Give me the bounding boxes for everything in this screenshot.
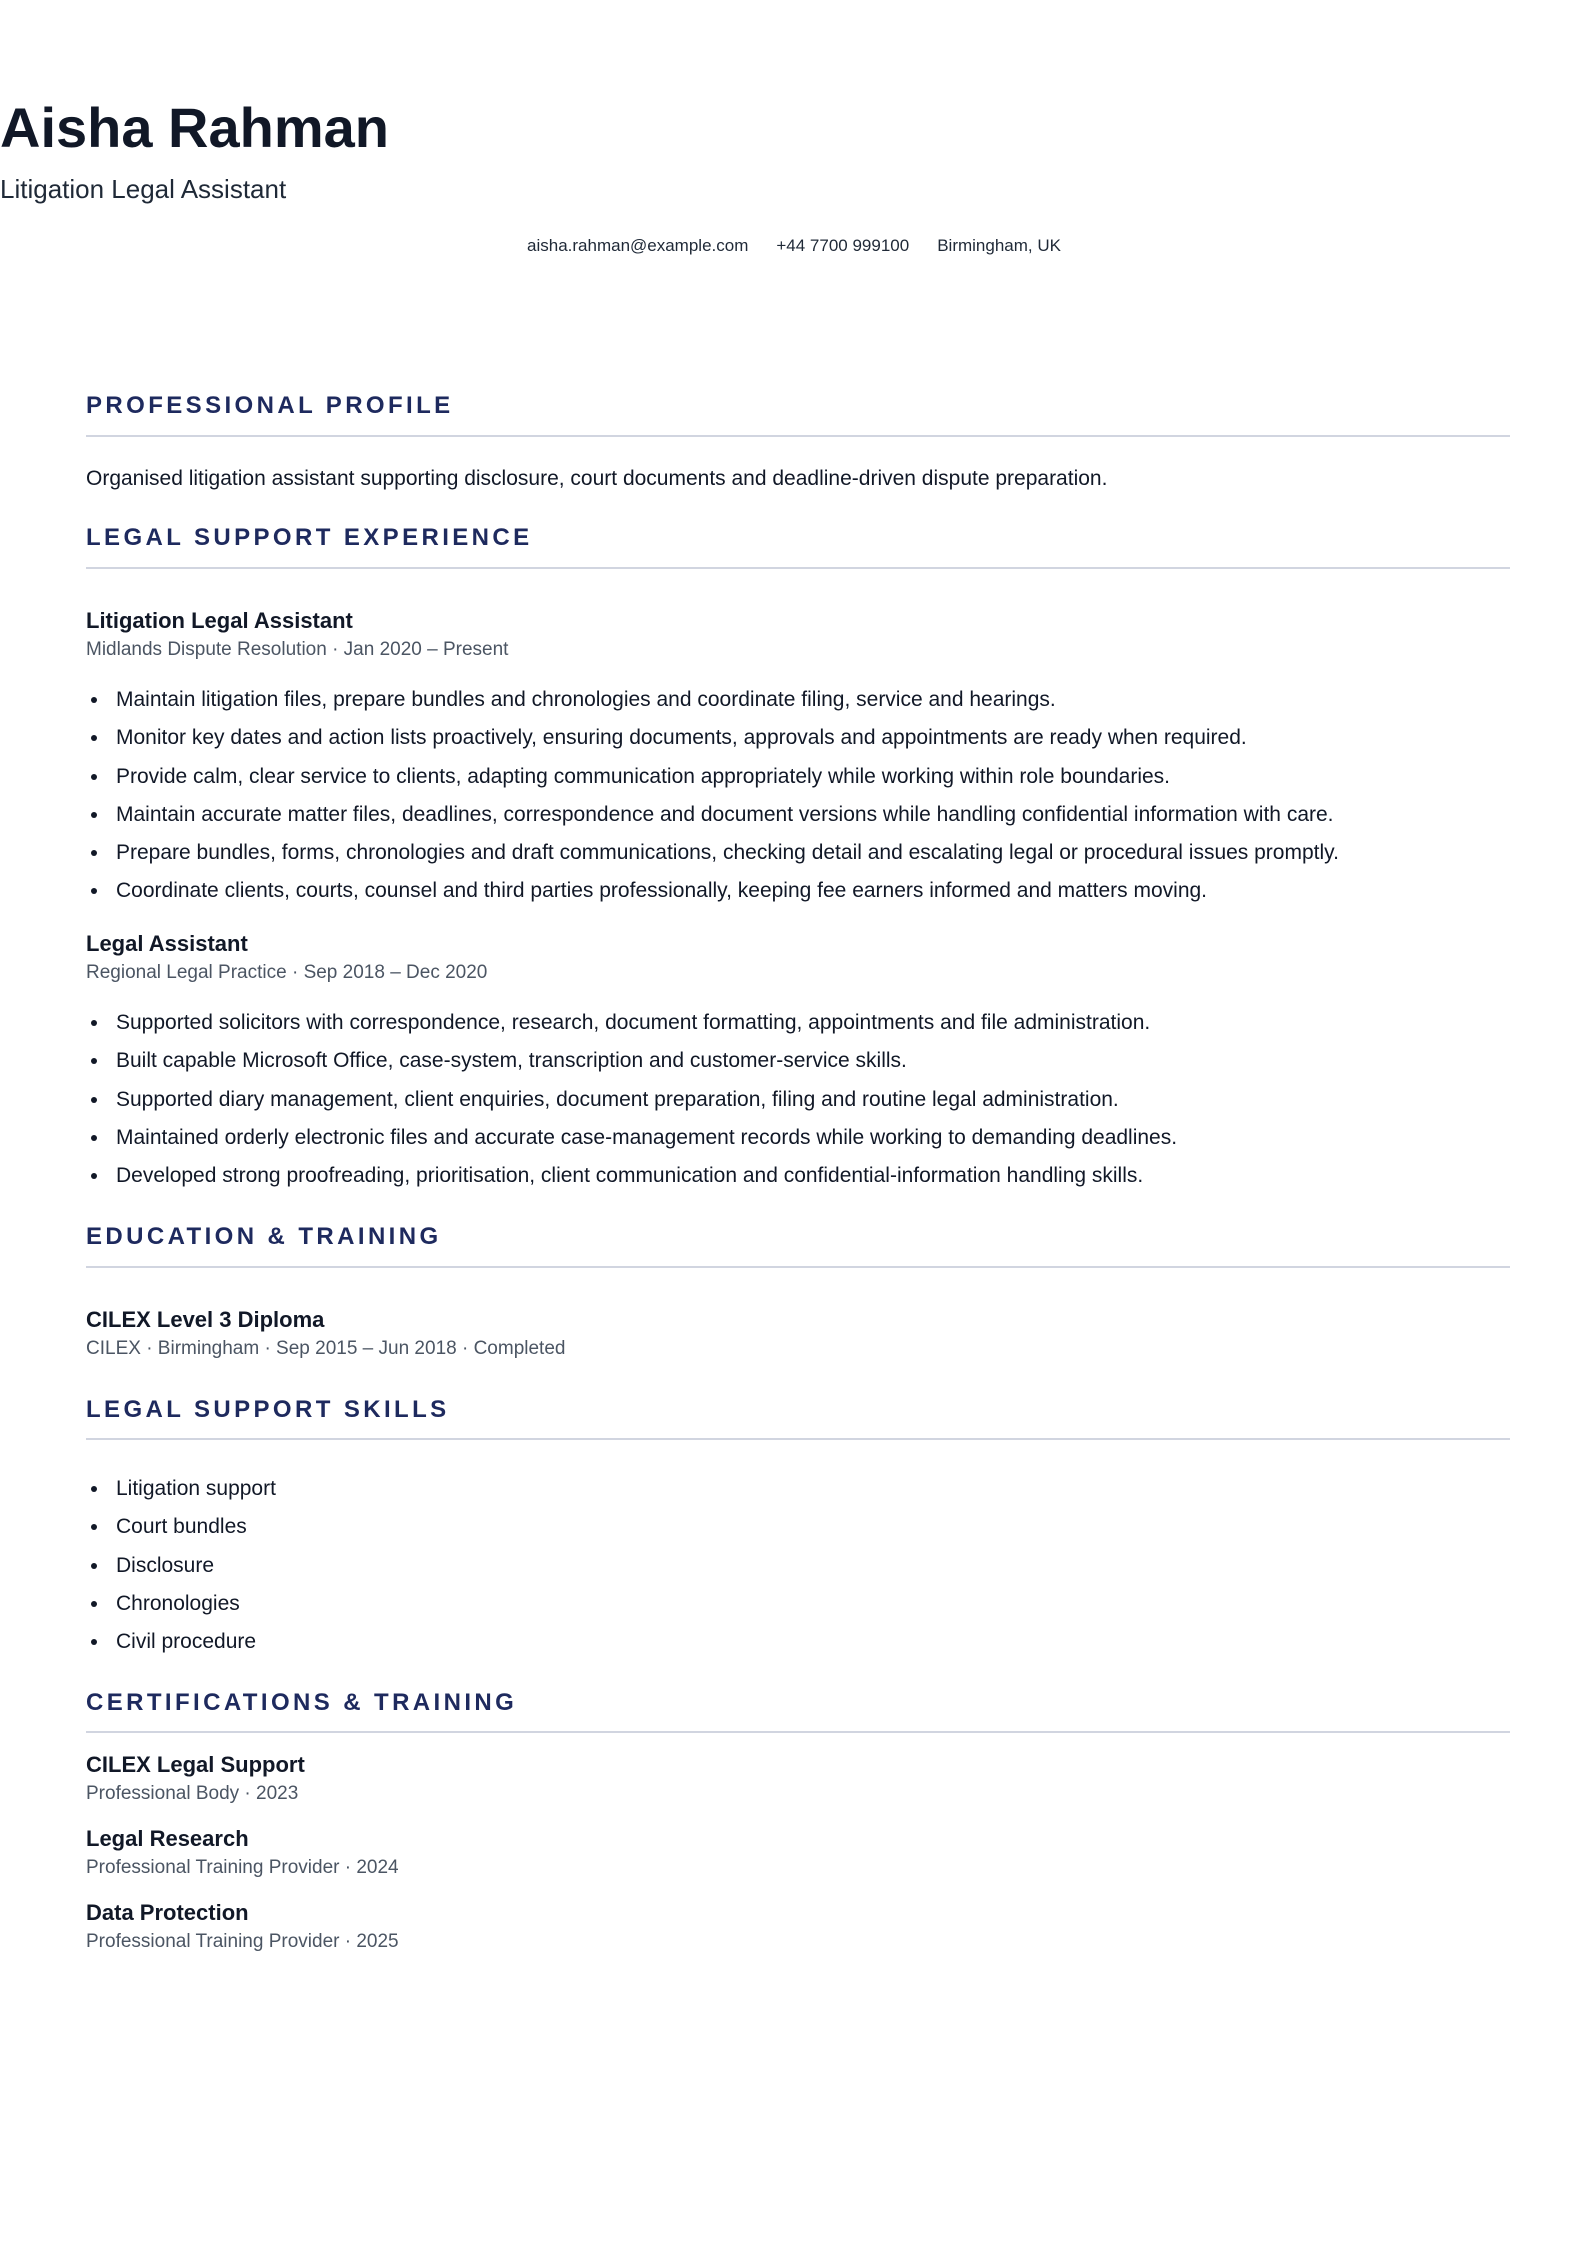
skill-item: Chronologies — [86, 1589, 1510, 1627]
job-title: Litigation Legal Assistant — [86, 608, 353, 633]
list-item: Built capable Microsoft Office, case-system, transcription and customer-service skills. — [86, 1046, 1510, 1084]
list-item: Maintained orderly electronic files and accurate case-management records while working to demanding deadlines. — [86, 1123, 1510, 1161]
skill-item: Court bundles — [86, 1512, 1510, 1550]
skill-item: Civil procedure — [86, 1627, 1510, 1665]
certification-title: Legal Research — [86, 1826, 249, 1851]
list-item: Coordinate clients, courts, counsel and third parties professionally, keeping fee earners informed and matters moving. — [86, 876, 1510, 914]
contact-line — [0, 234, 1588, 258]
section-heading-experience: LEGAL SUPPORT EXPERIENCE — [86, 524, 533, 551]
section-divider — [86, 567, 1510, 569]
certification-title: Data Protection — [86, 1900, 249, 1925]
skill-item: Disclosure — [86, 1551, 1510, 1589]
list-item: Supported solicitors with correspondence, research, document formatting, appointments and file administration. — [86, 1008, 1510, 1046]
section-divider — [86, 1266, 1510, 1268]
job-bullets — [86, 685, 1510, 915]
email: aisha.rahman@example.com — [527, 236, 749, 255]
certification-meta: Professional Body · 2023 — [86, 1783, 299, 1804]
job-title: Legal Assistant — [86, 931, 248, 956]
skills-list — [86, 1474, 1510, 1665]
certification-meta: Professional Training Provider · 2024 — [86, 1857, 399, 1878]
list-item: Supported diary management, client enquiries, document preparation, filing and routine legal administration. — [86, 1085, 1510, 1123]
list-item: Maintain accurate matter files, deadlines, correspondence and document versions while handling confidential information with care. — [86, 800, 1510, 838]
section-heading-skills: LEGAL SUPPORT SKILLS — [86, 1396, 450, 1423]
skill-item: Litigation support — [86, 1474, 1510, 1512]
job-meta: Regional Legal Practice · Sep 2018 – Dec 2020 — [86, 962, 488, 983]
certification-title: CILEX Legal Support — [86, 1752, 305, 1777]
list-item: Provide calm, clear service to clients, adapting communication appropriately while working within role boundaries. — [86, 762, 1510, 800]
list-item: Maintain litigation files, prepare bundles and chronologies and coordinate filing, service and hearings. — [86, 685, 1510, 723]
section-heading-certifications: CERTIFICATIONS & TRAINING — [86, 1689, 518, 1716]
education-meta: CILEX · Birmingham · Sep 2015 – Jun 2018 · Completed — [86, 1338, 566, 1359]
section-divider — [86, 1731, 1510, 1733]
job-bullets — [86, 1008, 1510, 1199]
section-heading-profile: PROFESSIONAL PROFILE — [86, 392, 454, 419]
list-item: Prepare bundles, forms, chronologies and draft communications, checking detail and escalating legal or procedural issues promptly. — [86, 838, 1510, 876]
list-item: Monitor key dates and action lists proactively, ensuring documents, approvals and appointments are ready when required. — [86, 723, 1510, 761]
section-heading-education: EDUCATION & TRAINING — [86, 1223, 442, 1250]
phone: +44 7700 999100 — [776, 236, 910, 255]
location: Birmingham, UK — [937, 236, 1061, 255]
job-meta: Midlands Dispute Resolution · Jan 2020 – Present — [86, 639, 509, 660]
list-item: Developed strong proofreading, prioritisation, client communication and confidential-information handling skills. — [86, 1161, 1510, 1199]
section-divider — [86, 1438, 1510, 1440]
profile-summary: Organised litigation assistant supporting disclosure, court documents and deadline-driven dispute preparation. — [86, 467, 1108, 490]
candidate-name: Aisha Rahman — [0, 96, 389, 159]
education-title: CILEX Level 3 Diploma — [86, 1307, 325, 1332]
candidate-title: Litigation Legal Assistant — [0, 174, 287, 204]
certification-meta: Professional Training Provider · 2025 — [86, 1931, 399, 1952]
section-divider — [86, 435, 1510, 437]
